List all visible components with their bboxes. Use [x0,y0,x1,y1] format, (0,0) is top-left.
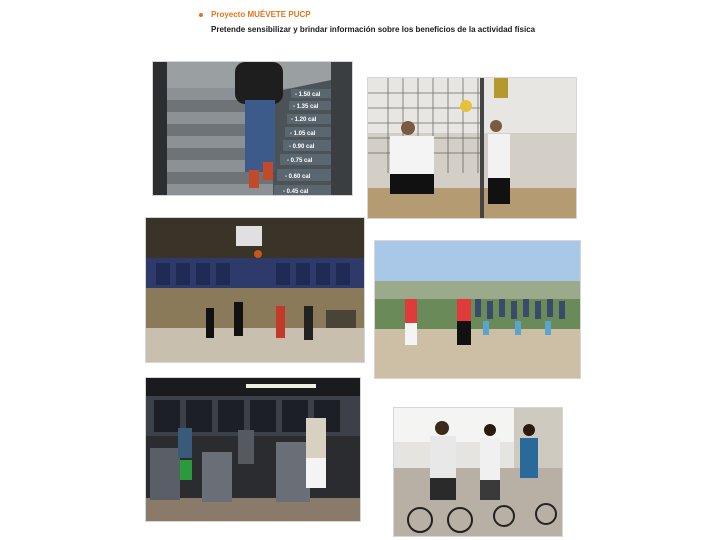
svg-text:- 0.60 cal: - 0.60 cal [285,174,311,180]
photo-bikes [394,408,562,536]
step-label [277,169,331,181]
page-title: Proyecto MUÉVETE PUCP [211,10,311,19]
page-subtitle: Pretende sensibilizar y brindar información sobre los beneficios de la actividad física [211,25,536,34]
step-label [287,114,331,124]
svg-text:- 1.05 cal: - 1.05 cal [290,131,316,137]
svg-text:- 1.50 cal: - 1.50 cal [295,92,321,98]
step-label [285,127,331,137]
photo-volleyball [368,78,576,218]
svg-text:- 1.20 cal: - 1.20 cal [291,117,317,123]
svg-text:- 1.35 cal: - 1.35 cal [293,104,319,110]
bullet-icon [199,13,203,17]
svg-text:- 0.90 cal: - 0.90 cal [289,144,315,150]
step-label [280,154,331,165]
photo-basketball [146,218,364,362]
photo-outdoor-aerobics [375,241,580,378]
photo-stairs [153,62,352,195]
step-label [289,101,331,110]
photo-gym [146,378,360,521]
step-label [291,89,331,98]
step-label [283,140,331,151]
svg-text:- 0.75 cal: - 0.75 cal [287,158,313,164]
step-label [274,185,331,195]
svg-text:- 0.45 cal: - 0.45 cal [283,189,309,195]
